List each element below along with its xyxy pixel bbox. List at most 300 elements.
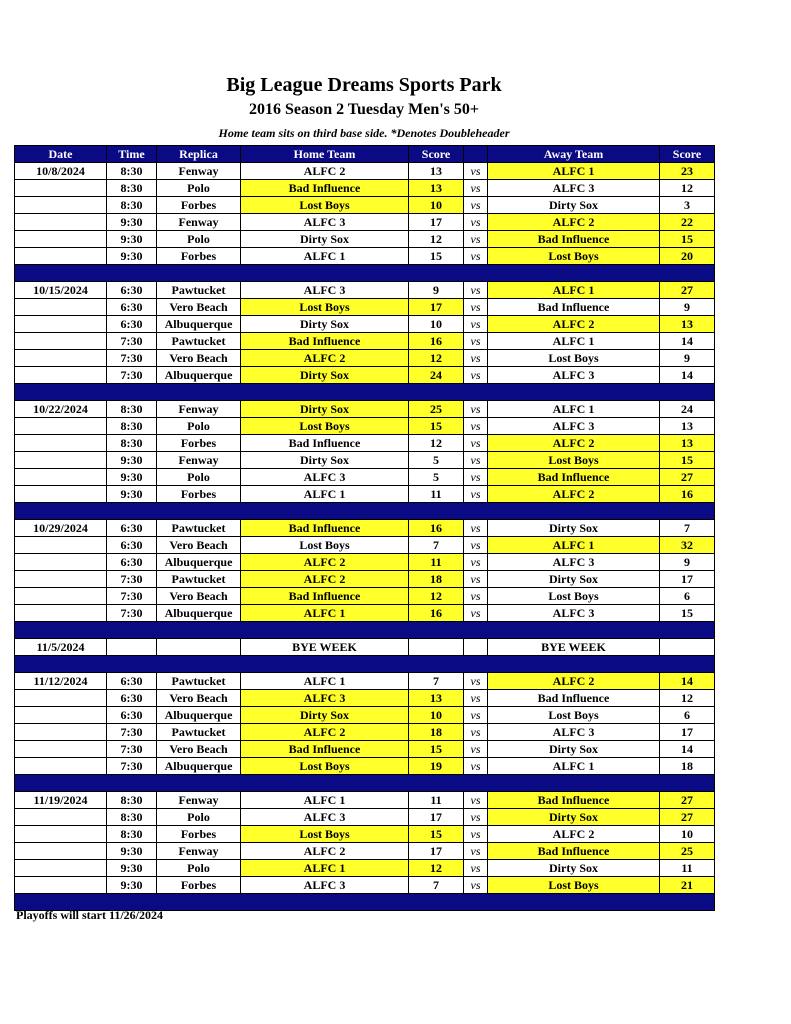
away-score-cell: 17 — [660, 571, 715, 588]
replica-cell: Pawtucket — [157, 520, 241, 537]
game-row — [15, 350, 715, 367]
bye-away-cell: BYE WEEK — [488, 639, 660, 656]
home-team-cell: Lost Boys — [241, 826, 409, 843]
game-row — [15, 333, 715, 350]
game-row — [15, 758, 715, 775]
date-cell — [15, 350, 107, 367]
home-score-cell: 12 — [409, 588, 464, 605]
bye-week-row — [15, 639, 715, 656]
vs-cell — [464, 639, 488, 656]
away-score-cell: 27 — [660, 282, 715, 299]
home-team-cell: ALFC 2 — [241, 724, 409, 741]
away-score-cell: 15 — [660, 452, 715, 469]
date-cell — [15, 843, 107, 860]
away-score-cell: 22 — [660, 214, 715, 231]
away-score-cell: 25 — [660, 843, 715, 860]
date-cell — [15, 809, 107, 826]
replica-cell: Vero Beach — [157, 299, 241, 316]
away-score-cell: 13 — [660, 418, 715, 435]
away-team-cell: ALFC 1 — [488, 333, 660, 350]
time-cell: 9:30 — [107, 214, 157, 231]
vs-cell: vs — [464, 741, 488, 758]
replica-cell: Albuquerque — [157, 707, 241, 724]
replica-cell: Forbes — [157, 197, 241, 214]
away-team-cell: Lost Boys — [488, 452, 660, 469]
game-row — [15, 248, 715, 265]
separator-bar — [15, 265, 715, 282]
away-score-cell: 27 — [660, 809, 715, 826]
home-score-cell: 13 — [409, 690, 464, 707]
away-team-cell: Lost Boys — [488, 350, 660, 367]
home-team-cell: Dirty Sox — [241, 707, 409, 724]
away-score-cell: 13 — [660, 316, 715, 333]
away-score-cell: 27 — [660, 792, 715, 809]
home-team-note: Home team sits on third base side. *Denotes Doubleheader — [218, 126, 510, 140]
date-cell — [15, 724, 107, 741]
home-team-cell: Bad Influence — [241, 588, 409, 605]
away-team-cell: Bad Influence — [488, 469, 660, 486]
col-date: Date — [15, 146, 107, 163]
home-team-cell: ALFC 2 — [241, 350, 409, 367]
game-row — [15, 367, 715, 384]
home-score-cell: 10 — [409, 197, 464, 214]
away-team-cell: Dirty Sox — [488, 571, 660, 588]
date-cell — [15, 571, 107, 588]
time-cell: 9:30 — [107, 877, 157, 894]
time-cell: 8:30 — [107, 809, 157, 826]
replica-cell: Albuquerque — [157, 316, 241, 333]
time-cell: 7:30 — [107, 571, 157, 588]
home-score-cell: 5 — [409, 452, 464, 469]
game-row — [15, 163, 715, 180]
game-row — [15, 418, 715, 435]
date-cell — [15, 333, 107, 350]
replica-cell: Albuquerque — [157, 554, 241, 571]
home-score-cell: 15 — [409, 248, 464, 265]
game-row — [15, 554, 715, 571]
time-cell: 6:30 — [107, 282, 157, 299]
replica-cell: Polo — [157, 418, 241, 435]
home-team-cell: Bad Influence — [241, 520, 409, 537]
vs-cell: vs — [464, 605, 488, 622]
vs-cell: vs — [464, 197, 488, 214]
away-score-cell: 7 — [660, 520, 715, 537]
game-row — [15, 316, 715, 333]
date-cell: 11/19/2024 — [15, 792, 107, 809]
week-separator — [15, 265, 715, 282]
home-score-cell: 10 — [409, 707, 464, 724]
date-cell — [15, 214, 107, 231]
away-team-cell: ALFC 1 — [488, 282, 660, 299]
game-row — [15, 741, 715, 758]
replica-cell: Polo — [157, 180, 241, 197]
date-cell: 10/29/2024 — [15, 520, 107, 537]
game-row — [15, 214, 715, 231]
separator-bar — [15, 384, 715, 401]
time-cell: 7:30 — [107, 588, 157, 605]
home-team-cell: Bad Influence — [241, 180, 409, 197]
replica-cell: Vero Beach — [157, 588, 241, 605]
time-cell: 8:30 — [107, 435, 157, 452]
date-cell: 11/12/2024 — [15, 673, 107, 690]
season-subtitle: 2016 Season 2 Tuesday Men's 50+ — [248, 101, 480, 118]
away-score-cell: 18 — [660, 758, 715, 775]
time-cell: 6:30 — [107, 299, 157, 316]
home-score-cell: 17 — [409, 809, 464, 826]
date-cell — [15, 537, 107, 554]
home-team-cell: ALFC 1 — [241, 605, 409, 622]
week-separator — [15, 775, 715, 792]
date-cell — [15, 299, 107, 316]
vs-cell: vs — [464, 758, 488, 775]
home-team-cell: Dirty Sox — [241, 401, 409, 418]
game-row — [15, 860, 715, 877]
away-score-cell: 13 — [660, 435, 715, 452]
away-team-cell: Bad Influence — [488, 690, 660, 707]
vs-cell: vs — [464, 792, 488, 809]
game-row — [15, 571, 715, 588]
replica-cell: Vero Beach — [157, 741, 241, 758]
away-team-cell: Bad Influence — [488, 792, 660, 809]
away-score-cell: 9 — [660, 299, 715, 316]
col-away-score: Score — [660, 146, 715, 163]
home-score-cell: 12 — [409, 350, 464, 367]
replica-cell: Fenway — [157, 843, 241, 860]
home-team-cell: Lost Boys — [241, 197, 409, 214]
replica-cell: Forbes — [157, 486, 241, 503]
date-cell — [15, 486, 107, 503]
away-score-cell: 6 — [660, 588, 715, 605]
away-team-cell: Dirty Sox — [488, 741, 660, 758]
date-cell — [15, 452, 107, 469]
vs-cell: vs — [464, 860, 488, 877]
game-row — [15, 299, 715, 316]
away-score-cell: 17 — [660, 724, 715, 741]
home-team-cell: Bad Influence — [241, 741, 409, 758]
vs-cell: vs — [464, 537, 488, 554]
time-cell: 6:30 — [107, 554, 157, 571]
time-cell: 6:30 — [107, 520, 157, 537]
away-score-cell: 15 — [660, 605, 715, 622]
replica-cell: Vero Beach — [157, 350, 241, 367]
schedule-table — [14, 145, 715, 911]
vs-cell: vs — [464, 248, 488, 265]
time-cell: 9:30 — [107, 452, 157, 469]
home-score-cell: 19 — [409, 758, 464, 775]
home-score-cell: 10 — [409, 316, 464, 333]
time-cell: 9:30 — [107, 486, 157, 503]
vs-cell: vs — [464, 452, 488, 469]
playoffs-note: Playoffs will start 11/26/2024 — [16, 908, 163, 922]
time-cell — [107, 639, 157, 656]
game-row — [15, 231, 715, 248]
replica-cell: Fenway — [157, 792, 241, 809]
game-row — [15, 843, 715, 860]
away-score-cell: 16 — [660, 486, 715, 503]
home-score-cell: 7 — [409, 537, 464, 554]
separator-bar — [15, 503, 715, 520]
home-team-cell: ALFC 3 — [241, 282, 409, 299]
replica-cell: Forbes — [157, 435, 241, 452]
away-team-cell: ALFC 3 — [488, 605, 660, 622]
vs-cell: vs — [464, 826, 488, 843]
away-team-cell: ALFC 1 — [488, 537, 660, 554]
page-title: Big League Dreams Sports Park — [226, 74, 502, 96]
date-cell — [15, 741, 107, 758]
home-score-cell: 13 — [409, 163, 464, 180]
home-score-cell: 12 — [409, 435, 464, 452]
replica-cell: Fenway — [157, 214, 241, 231]
week-separator — [15, 656, 715, 673]
away-score-cell: 15 — [660, 231, 715, 248]
vs-cell: vs — [464, 333, 488, 350]
replica-cell — [157, 639, 241, 656]
vs-cell: vs — [464, 180, 488, 197]
time-cell: 8:30 — [107, 197, 157, 214]
away-team-cell: Bad Influence — [488, 299, 660, 316]
game-row — [15, 826, 715, 843]
vs-cell: vs — [464, 367, 488, 384]
time-cell: 9:30 — [107, 469, 157, 486]
vs-cell: vs — [464, 690, 488, 707]
date-cell: 10/15/2024 — [15, 282, 107, 299]
home-team-cell: Dirty Sox — [241, 316, 409, 333]
date-cell — [15, 554, 107, 571]
vs-cell: vs — [464, 554, 488, 571]
home-team-cell: ALFC 1 — [241, 792, 409, 809]
date-cell — [15, 860, 107, 877]
col-away-team: Away Team — [488, 146, 660, 163]
date-cell — [15, 231, 107, 248]
game-row — [15, 486, 715, 503]
away-team-cell: Lost Boys — [488, 588, 660, 605]
home-score-cell: 15 — [409, 826, 464, 843]
separator-bar — [15, 622, 715, 639]
vs-cell: vs — [464, 588, 488, 605]
away-score-cell: 14 — [660, 673, 715, 690]
time-cell: 9:30 — [107, 860, 157, 877]
vs-cell: vs — [464, 299, 488, 316]
home-score-cell: 13 — [409, 180, 464, 197]
home-team-cell: ALFC 1 — [241, 860, 409, 877]
time-cell: 6:30 — [107, 690, 157, 707]
replica-cell: Vero Beach — [157, 537, 241, 554]
date-cell — [15, 316, 107, 333]
home-team-cell: ALFC 3 — [241, 877, 409, 894]
replica-cell: Forbes — [157, 877, 241, 894]
col-vs — [464, 146, 488, 163]
col-time: Time — [107, 146, 157, 163]
time-cell: 9:30 — [107, 248, 157, 265]
home-score-cell: 5 — [409, 469, 464, 486]
home-score-cell: 18 — [409, 571, 464, 588]
game-row — [15, 520, 715, 537]
home-score-cell: 11 — [409, 486, 464, 503]
home-score-cell: 25 — [409, 401, 464, 418]
replica-cell: Polo — [157, 860, 241, 877]
home-team-cell: ALFC 3 — [241, 214, 409, 231]
game-row — [15, 435, 715, 452]
date-cell: 10/22/2024 — [15, 401, 107, 418]
away-team-cell: ALFC 3 — [488, 554, 660, 571]
replica-cell: Albuquerque — [157, 605, 241, 622]
home-team-cell: ALFC 2 — [241, 554, 409, 571]
game-row — [15, 724, 715, 741]
vs-cell: vs — [464, 316, 488, 333]
away-team-cell: Lost Boys — [488, 877, 660, 894]
replica-cell: Fenway — [157, 452, 241, 469]
date-cell — [15, 435, 107, 452]
home-team-cell: ALFC 3 — [241, 809, 409, 826]
date-cell — [15, 690, 107, 707]
replica-cell: Fenway — [157, 401, 241, 418]
away-score-cell: 23 — [660, 163, 715, 180]
home-score-cell: 16 — [409, 520, 464, 537]
away-score-cell: 32 — [660, 537, 715, 554]
away-score-cell: 11 — [660, 860, 715, 877]
away-score-cell: 9 — [660, 554, 715, 571]
date-cell — [15, 605, 107, 622]
week-separator — [15, 503, 715, 520]
home-score-cell: 15 — [409, 418, 464, 435]
away-team-cell: ALFC 2 — [488, 214, 660, 231]
home-score-cell: 12 — [409, 231, 464, 248]
time-cell: 7:30 — [107, 724, 157, 741]
date-cell: 11/5/2024 — [15, 639, 107, 656]
home-team-cell: Bad Influence — [241, 333, 409, 350]
away-score-cell: 6 — [660, 707, 715, 724]
home-team-cell: Lost Boys — [241, 299, 409, 316]
away-score-cell: 10 — [660, 826, 715, 843]
away-score-cell: 12 — [660, 690, 715, 707]
away-team-cell: ALFC 2 — [488, 486, 660, 503]
home-team-cell: Bad Influence — [241, 435, 409, 452]
home-team-cell: ALFC 2 — [241, 571, 409, 588]
time-cell: 8:30 — [107, 418, 157, 435]
away-score-cell: 3 — [660, 197, 715, 214]
col-replica: Replica — [157, 146, 241, 163]
away-team-cell: ALFC 2 — [488, 673, 660, 690]
game-row — [15, 673, 715, 690]
away-team-cell: ALFC 2 — [488, 826, 660, 843]
away-team-cell: Dirty Sox — [488, 860, 660, 877]
home-score-cell: 17 — [409, 299, 464, 316]
home-team-cell: Lost Boys — [241, 537, 409, 554]
date-cell — [15, 588, 107, 605]
game-row — [15, 809, 715, 826]
vs-cell: vs — [464, 809, 488, 826]
vs-cell: vs — [464, 520, 488, 537]
game-row — [15, 707, 715, 724]
game-row — [15, 877, 715, 894]
replica-cell: Polo — [157, 469, 241, 486]
away-team-cell: ALFC 2 — [488, 316, 660, 333]
date-cell — [15, 197, 107, 214]
home-score-cell: 16 — [409, 333, 464, 350]
replica-cell: Pawtucket — [157, 724, 241, 741]
home-score-cell: 7 — [409, 877, 464, 894]
away-team-cell: ALFC 3 — [488, 367, 660, 384]
game-row — [15, 401, 715, 418]
game-row — [15, 197, 715, 214]
time-cell: 8:30 — [107, 180, 157, 197]
replica-cell: Fenway — [157, 163, 241, 180]
home-score-cell — [409, 639, 464, 656]
vs-cell: vs — [464, 673, 488, 690]
away-team-cell: ALFC 3 — [488, 724, 660, 741]
away-score-cell — [660, 639, 715, 656]
time-cell: 8:30 — [107, 401, 157, 418]
game-row — [15, 452, 715, 469]
home-score-cell: 16 — [409, 605, 464, 622]
away-team-cell: Dirty Sox — [488, 197, 660, 214]
away-team-cell: Bad Influence — [488, 843, 660, 860]
replica-cell: Polo — [157, 809, 241, 826]
game-row — [15, 180, 715, 197]
away-score-cell: 24 — [660, 401, 715, 418]
home-score-cell: 17 — [409, 843, 464, 860]
vs-cell: vs — [464, 724, 488, 741]
vs-cell: vs — [464, 401, 488, 418]
time-cell: 9:30 — [107, 843, 157, 860]
away-score-cell: 14 — [660, 333, 715, 350]
home-score-cell: 18 — [409, 724, 464, 741]
home-score-cell: 11 — [409, 792, 464, 809]
col-home-team: Home Team — [241, 146, 409, 163]
home-team-cell: ALFC 3 — [241, 469, 409, 486]
time-cell: 6:30 — [107, 537, 157, 554]
home-score-cell: 24 — [409, 367, 464, 384]
bye-home-cell: BYE WEEK — [241, 639, 409, 656]
week-separator — [15, 622, 715, 639]
game-row — [15, 588, 715, 605]
home-team-cell: ALFC 1 — [241, 486, 409, 503]
separator-bar — [15, 656, 715, 673]
vs-cell: vs — [464, 571, 488, 588]
game-row — [15, 690, 715, 707]
vs-cell: vs — [464, 163, 488, 180]
vs-cell: vs — [464, 282, 488, 299]
home-team-cell: Lost Boys — [241, 418, 409, 435]
home-score-cell: 7 — [409, 673, 464, 690]
vs-cell: vs — [464, 435, 488, 452]
away-team-cell: ALFC 2 — [488, 435, 660, 452]
time-cell: 7:30 — [107, 741, 157, 758]
away-team-cell: Dirty Sox — [488, 520, 660, 537]
date-cell — [15, 707, 107, 724]
replica-cell: Albuquerque — [157, 367, 241, 384]
away-score-cell: 27 — [660, 469, 715, 486]
away-team-cell: ALFC 1 — [488, 401, 660, 418]
col-home-score: Score — [409, 146, 464, 163]
vs-cell: vs — [464, 214, 488, 231]
home-score-cell: 12 — [409, 860, 464, 877]
away-score-cell: 14 — [660, 741, 715, 758]
away-team-cell: Lost Boys — [488, 248, 660, 265]
replica-cell: Polo — [157, 231, 241, 248]
time-cell: 8:30 — [107, 792, 157, 809]
replica-cell: Pawtucket — [157, 282, 241, 299]
header-row — [15, 146, 715, 163]
home-team-cell: Dirty Sox — [241, 452, 409, 469]
home-score-cell: 17 — [409, 214, 464, 231]
game-row — [15, 537, 715, 554]
vs-cell: vs — [464, 486, 488, 503]
away-team-cell: ALFC 3 — [488, 418, 660, 435]
home-team-cell: ALFC 3 — [241, 690, 409, 707]
vs-cell: vs — [464, 877, 488, 894]
date-cell — [15, 758, 107, 775]
